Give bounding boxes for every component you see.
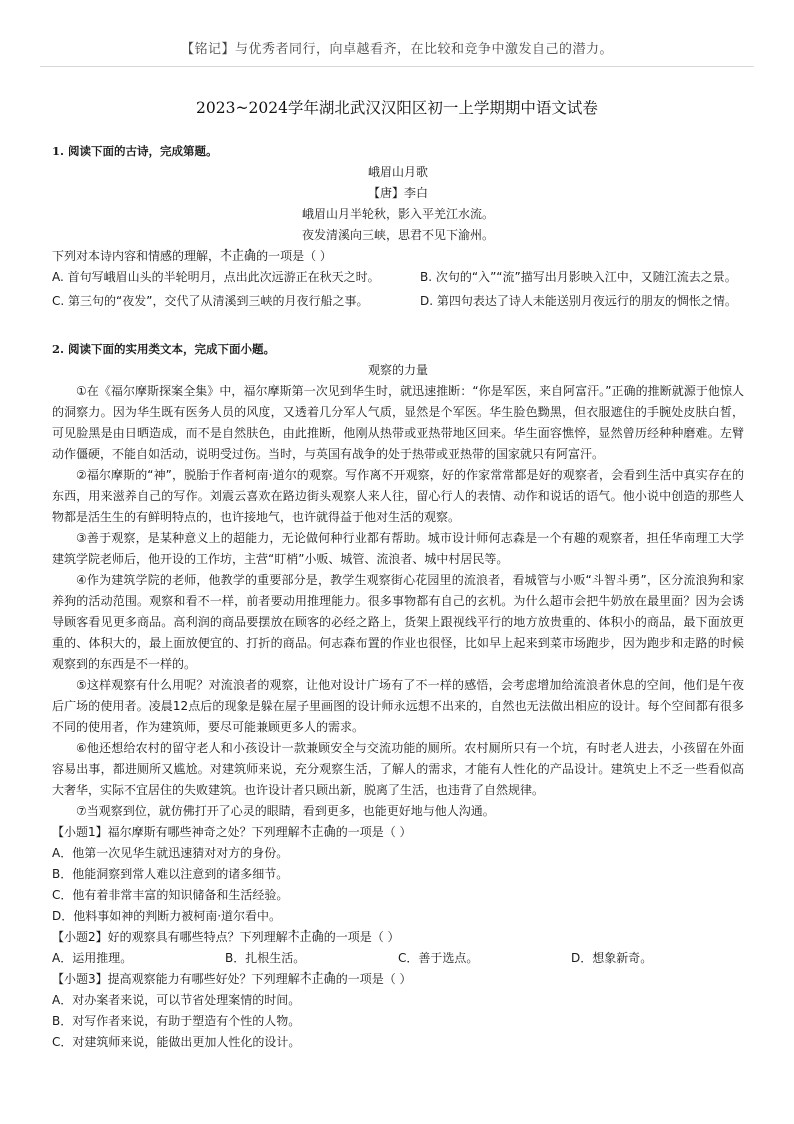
options-row-1 xyxy=(52,267,744,288)
article-paragraph-5: ⑤这样观察有什么用呢？对流浪者的观察，让他对设计广场有了不一样的感悟，会考虑增加给流浪者休息的空间，他们是午夜后广场的使用者。凌晨12点后的现象是躲在屋子里画图的设计师永远想不出来的，自然也无法做出相应的设计。每个空间都有很多不同的使用者，作为建筑师，要尽可能兼顾更多人的需求。 xyxy=(52,678,744,734)
emphasis-char: 确 xyxy=(244,249,257,263)
subquestion-2-option-d[interactable]: D．想象新奇。 xyxy=(571,951,653,965)
subquestion-1-option-b[interactable]: B．他能洞察到常人难以注意到的诸多细节。 xyxy=(52,867,289,881)
option-a[interactable]: A. 首句写峨眉山头的半轮明月，点出此次远游正在秋天之时。 xyxy=(52,270,380,284)
subquestion-1-option-c[interactable]: C．他有着非常丰富的知识储备和生活经验。 xyxy=(52,888,289,902)
prompt-text: 的一项是（ ） xyxy=(256,249,332,263)
emphasis-text xyxy=(288,930,324,944)
exam-content xyxy=(52,140,744,1053)
subquestion-2-prompt xyxy=(52,927,744,948)
subquestion-3-option-c[interactable]: C．对建筑师来说，能做出更加人性化的设计。 xyxy=(52,1035,301,1049)
subquestion-2-option-c[interactable]: C．善于选点。 xyxy=(398,951,479,965)
emphasis-char: 不 xyxy=(299,825,312,839)
emphasis-char: 确 xyxy=(323,825,336,839)
poem-line-2: 夜发清溪向三峡，思君不见下渝州。 xyxy=(301,228,494,242)
subquestion-2-option-b[interactable]: B．扎根生活。 xyxy=(225,951,306,965)
option-c[interactable]: C. 第三句的“夜发”，交代了从清溪到三峡的月夜行船之事。 xyxy=(52,294,369,308)
subquestion-2-options xyxy=(52,948,744,969)
emphasis-char: 正 xyxy=(232,249,245,263)
emphasis-char: 正 xyxy=(311,825,324,839)
emphasis-char: 不 xyxy=(287,930,300,944)
subquestion-3-prompt xyxy=(52,969,744,990)
article-paragraph-2: ②福尔摩斯的“神”，脱胎于作者柯南·道尔的观察。写作离不开观察，好的作家常常都是好的观察者，会看到生活中真实存在的东西，用来滋养自己的写作。刘震云喜欢在路边街头观察人来人往，留心行人的表情、动作和说话的语气。他小说中创造的那些人物都是活生生的有鲜明特点的，也许接地气，也许就得益于他对生活的观察。 xyxy=(52,468,744,524)
prompt-text: 的一项是（ ） xyxy=(335,825,412,839)
options-row-2 xyxy=(52,291,744,312)
question-1-prompt xyxy=(52,246,744,267)
emphasis-text xyxy=(300,825,336,839)
prompt-text: 下列对本诗内容和情感的理解， xyxy=(52,249,221,263)
prompt-text: 【小题1】福尔摩斯有哪些神奇之处？下列理解 xyxy=(52,825,300,839)
article-paragraph-7: ⑦当观察到位，就仿佛打开了心灵的眼睛，看到更多，也能更好地与他人沟通。 xyxy=(76,804,495,818)
subquestion-1-option-a[interactable]: A．他第一次见华生就迅速猜对对方的身份。 xyxy=(52,846,289,860)
subquestion-3-option-a[interactable]: A．对办案者来说，可以节省处理案情的时间。 xyxy=(52,993,301,1007)
emphasis-char: 不 xyxy=(299,972,312,986)
exam-title: 2023~2024学年湖北武汉汉阳区初一上学期期中语文试卷 xyxy=(196,99,598,117)
emphasis-char: 确 xyxy=(311,930,324,944)
prompt-text: 的一项是（ ） xyxy=(335,972,412,986)
header-divider xyxy=(40,66,754,67)
poem-title: 峨眉山月歌 xyxy=(367,165,428,179)
emphasis-text xyxy=(220,249,256,263)
subquestion-3-option-b[interactable]: B．对写作者来说，有助于塑造有个性的人物。 xyxy=(52,1014,301,1028)
emphasis-char: 不 xyxy=(220,249,233,263)
article-paragraph-3: ③善于观察，是某种意义上的超能力，无论做何种行业都有帮助。城市设计师何志森是一个有趣的观察者，担任华南理工大学建筑学院老师后，他开设的工作坊，主营“盯梢”小贩、城管、流浪者、城中村居民等。 xyxy=(52,531,744,566)
emphasis-char: 正 xyxy=(299,930,312,944)
question-1-heading: 1. 阅读下面的古诗，完成第题。 xyxy=(52,144,218,158)
poem-author: 【唐】李白 xyxy=(367,186,428,200)
subquestion-2-option-a[interactable]: A．运用推理。 xyxy=(52,951,133,965)
article-title: 观察的力量 xyxy=(367,363,428,377)
prompt-text: 【小题3】提高观察能力有哪些好处？下列理解 xyxy=(52,972,300,986)
emphasis-char: 正 xyxy=(311,972,324,986)
article-paragraph-6: ⑥他还想给农村的留守老人和小孩设计一款兼顾安全与交流功能的厕所。农村厕所只有一个坑，有时老人进去，小孩留在外面容易出事，都进厕所又尴尬。对建筑师来说，充分观察生活，了解人的需求，才能有人性化的产品设计。建筑史上不乏一些看似高大奢华，实际不宜居住的失败建筑。也许设计者只顾出新，脱离了生活，也违背了自然规律。 xyxy=(52,741,744,797)
subquestion-1-prompt xyxy=(52,822,744,843)
prompt-text: 的一项是（ ） xyxy=(323,930,400,944)
article-paragraph-1: ①在《福尔摩斯探案全集》中，福尔摩斯第一次见到华生时，就迅速推断：“你是军医，来自阿富汗。”正确的推断就源于他惊人的洞察力。因为华生既有医务人员的风度，又透着几分军人气质，显然是个军医。华生脸色黝黑，但衣服遮住的手腕处皮肤白皙，可见脸黑是由日晒造成，而不是自然肤色，由此推断，他刚从热带或亚热带地区回来。华生面容憔悴，显然曾历经种种磨难。左臂动作僵硬，不能自如活动，说明受过伤。当时，与英国有战争的处于热带或亚热带的国家就只有阿富汗。 xyxy=(52,384,744,461)
subquestion-1-option-d[interactable]: D．他料事如神的判断力被柯南·道尔看中。 xyxy=(52,909,282,923)
option-d[interactable]: D. 第四句表达了诗人未能送别月夜远行的朋友的惆怅之情。 xyxy=(420,294,737,308)
prompt-text: 【小题2】好的观察具有哪些特点？下列理解 xyxy=(52,930,288,944)
emphasis-char: 确 xyxy=(323,972,336,986)
poem-line-1: 峨眉山月半轮秋，影入平羌江水流。 xyxy=(301,207,494,221)
article-paragraph-4: ④作为建筑学院的老师，他教学的重要部分是，教学生观察街心花园里的流浪者，看城管与小贩“斗智斗勇”，区分流浪狗和家养狗的活动范围。观察和看不一样，前者要动用推理能力。很多事物都有自己的玄机。为什么超市会把牛奶放在最里面？因为会诱导顾客看见更多商品。高利润的商品要摆放在顾客的必经之路上，货架上跟视线平行的地方放贵重的、体积小的商品，最下面放更重的、体积大的，最上面放便宜的、打折的商品。何志森布置的作业也很怪，比如早上起来到菜市场跑步，因为跑步和走路的时候观察到的东西是不一样的。 xyxy=(52,573,744,671)
option-b[interactable]: B. 次句的“入”“流”描写出月影映入江中，又随江流去之景。 xyxy=(420,270,737,284)
emphasis-text xyxy=(300,972,336,986)
question-2-heading: 2. 阅读下面的实用类文本，完成下面小题。 xyxy=(52,342,276,356)
header-motto: 【铭记】与优秀者同行，向卓越看齐，在比较和竞争中激发自己的潜力。 xyxy=(180,42,613,57)
